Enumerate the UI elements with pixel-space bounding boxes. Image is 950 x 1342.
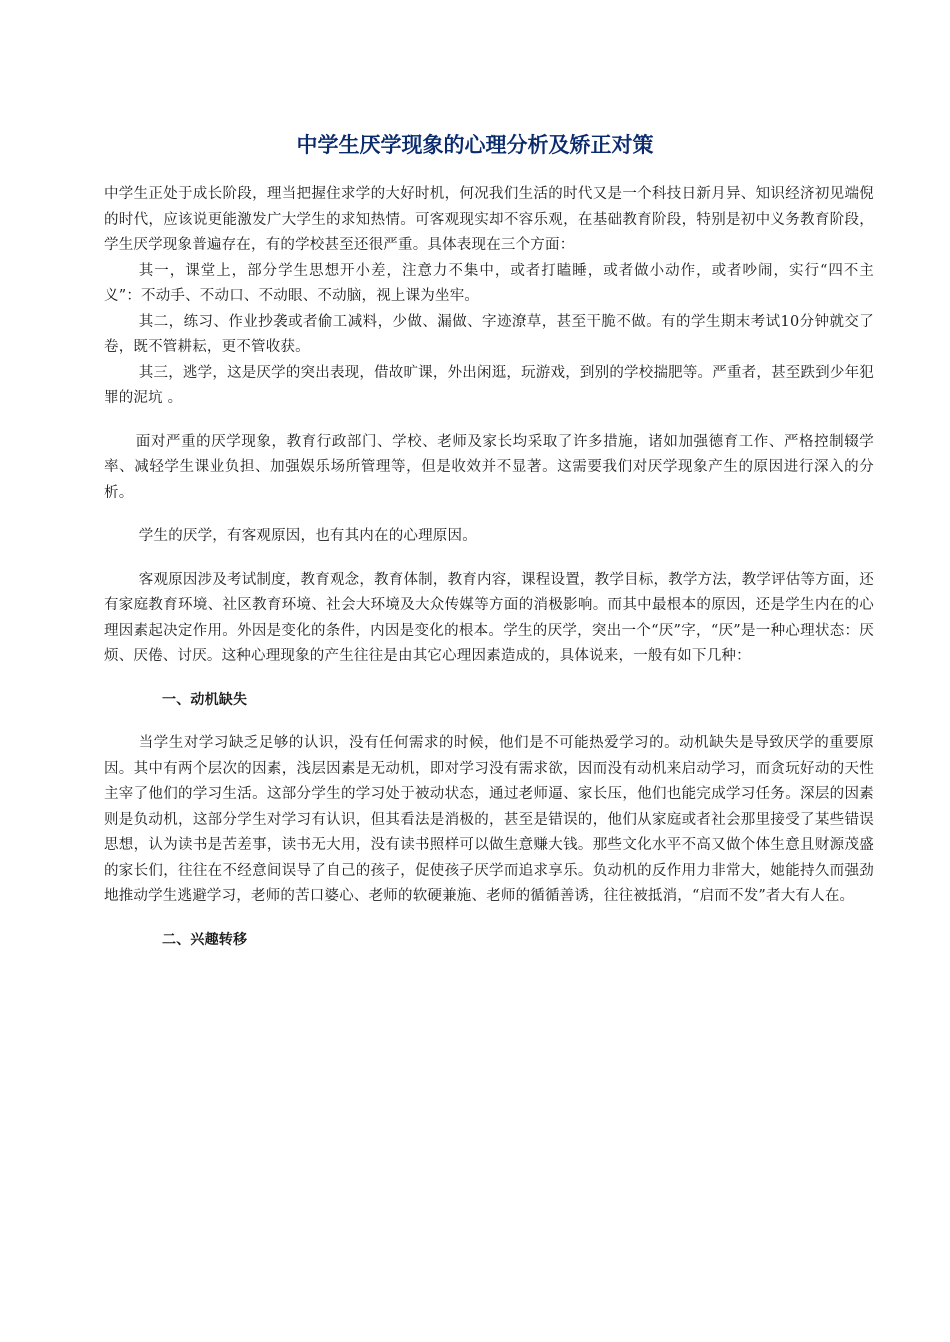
paragraph-motivation: 当学生对学习缺乏足够的认识，没有任何需求的时候，他们是不可能热爱学习的。动机缺失是导致厌学的重要原因。其中有两个层次的因素，浅层因素是无动机，即对学习没有需求欲，因而没有动机来启动学习，而贪玩好动的天性主宰了他们的学习生活。这部分学生的学习处于被动状态，通过老师逼、家长压，他们也能完成学习任务。深层的因素则是负动机，这部分学生对学习有认识，但其看法是消极的，甚至是错误的，他们从家庭或者社会那里接受了某些错误思想，认为读书是苦差事，读书无大用，没有读书照样可以做生意赚大钱。那些文化水平不高又做个体生意且财源茂盛的家长们，往往在不经意间误导了自己的孩子，促使孩子厌学而追求享乐。负动机的反作用力非常大，她能持久而强劲地推动学生逃避学习，老师的苦口婆心、老师的软硬兼施、老师的循循善诱，往往被抵消，“启而不发”者大有人在。 [104, 735, 874, 904]
paragraph-objective-causes: 客观原因涉及考试制度，教育观念，教育体制，教育内容，课程设置，教学目标，教学方法，教学评估等方面，还有家庭教育环境、社区教育环境、社会大环境及大众传媒等方面的消极影响。而其中最根本的原因，还是学生内在的心理因素起决定作用。外因是变化的条件，内因是变化的根本。学生的厌学，突出一个“厌”字，“厌”是一种心理状态：厌烦、厌倦、讨厌。这种心理现象的产生往往是由其它心理因素造成的，具体说来，一般有如下几种： [104, 571, 874, 664]
paragraph-intro: 中学生正处于成长阶段，理当把握住求学的大好时机，何况我们生活的时代又是一个科技日新月异、知识经济初见端倪的时代，应该说更能激发广大学生的求知热情。可客观现实却不容乐观，在基础教育阶段，特别是初中义务教育阶段，学生厌学现象普遍存在，有的学校甚至还很严重。具体表现在三个方面： [104, 186, 874, 253]
paragraph-third-symptom: 其三，逃学，这是厌学的突出表现，借故旷课，外出闲逛，玩游戏，到别的学校揣肥等。严重者，甚至跌到少年犯罪的泥坑 。 [104, 364, 874, 406]
paragraph-measures: 面对严重的厌学现象，教育行政部门、学校、老师及家长均采取了许多措施，诸如加强德育工作、严格控制辍学率、减轻学生课业负担、加强娱乐场所管理等，但是收效并不显著。这需要我们对厌学现象产生的原因进行深入的分析。 [104, 433, 874, 501]
document-title: 中学生厌学现象的心理分析及矫正对策 [296, 133, 654, 157]
section-heading-motivation: 一、动机缺失 [162, 691, 248, 708]
paragraph-spacer [104, 412, 874, 430]
paragraph-spacer [104, 670, 874, 688]
paragraph-spacer [104, 713, 874, 731]
document-body [104, 182, 874, 953]
paragraph-spacer [104, 910, 874, 928]
paragraph-spacer [104, 506, 874, 524]
paragraph-second-symptom: 其二，练习、作业抄袭或者偷工减料，少做、漏做、字迹潦草，甚至干脆不做。有的学生期末考试10分钟就交了卷，既不管耕耘，更不管收获。 [104, 313, 874, 355]
section-heading-interest: 二、兴趣转移 [162, 931, 248, 948]
paragraph-causes-intro: 学生的厌学，有客观原因，也有其内在的心理原因。 [138, 528, 477, 544]
paragraph-first-symptom: 其一，课堂上，部分学生思想开小差，注意力不集中，或者打瞌睡，或者做小动作，或者吵闹，实行“四不主义”：不动手、不动口、不动眼、不动脑，视上课为坐牢。 [104, 262, 874, 304]
paragraph-spacer [104, 550, 874, 568]
